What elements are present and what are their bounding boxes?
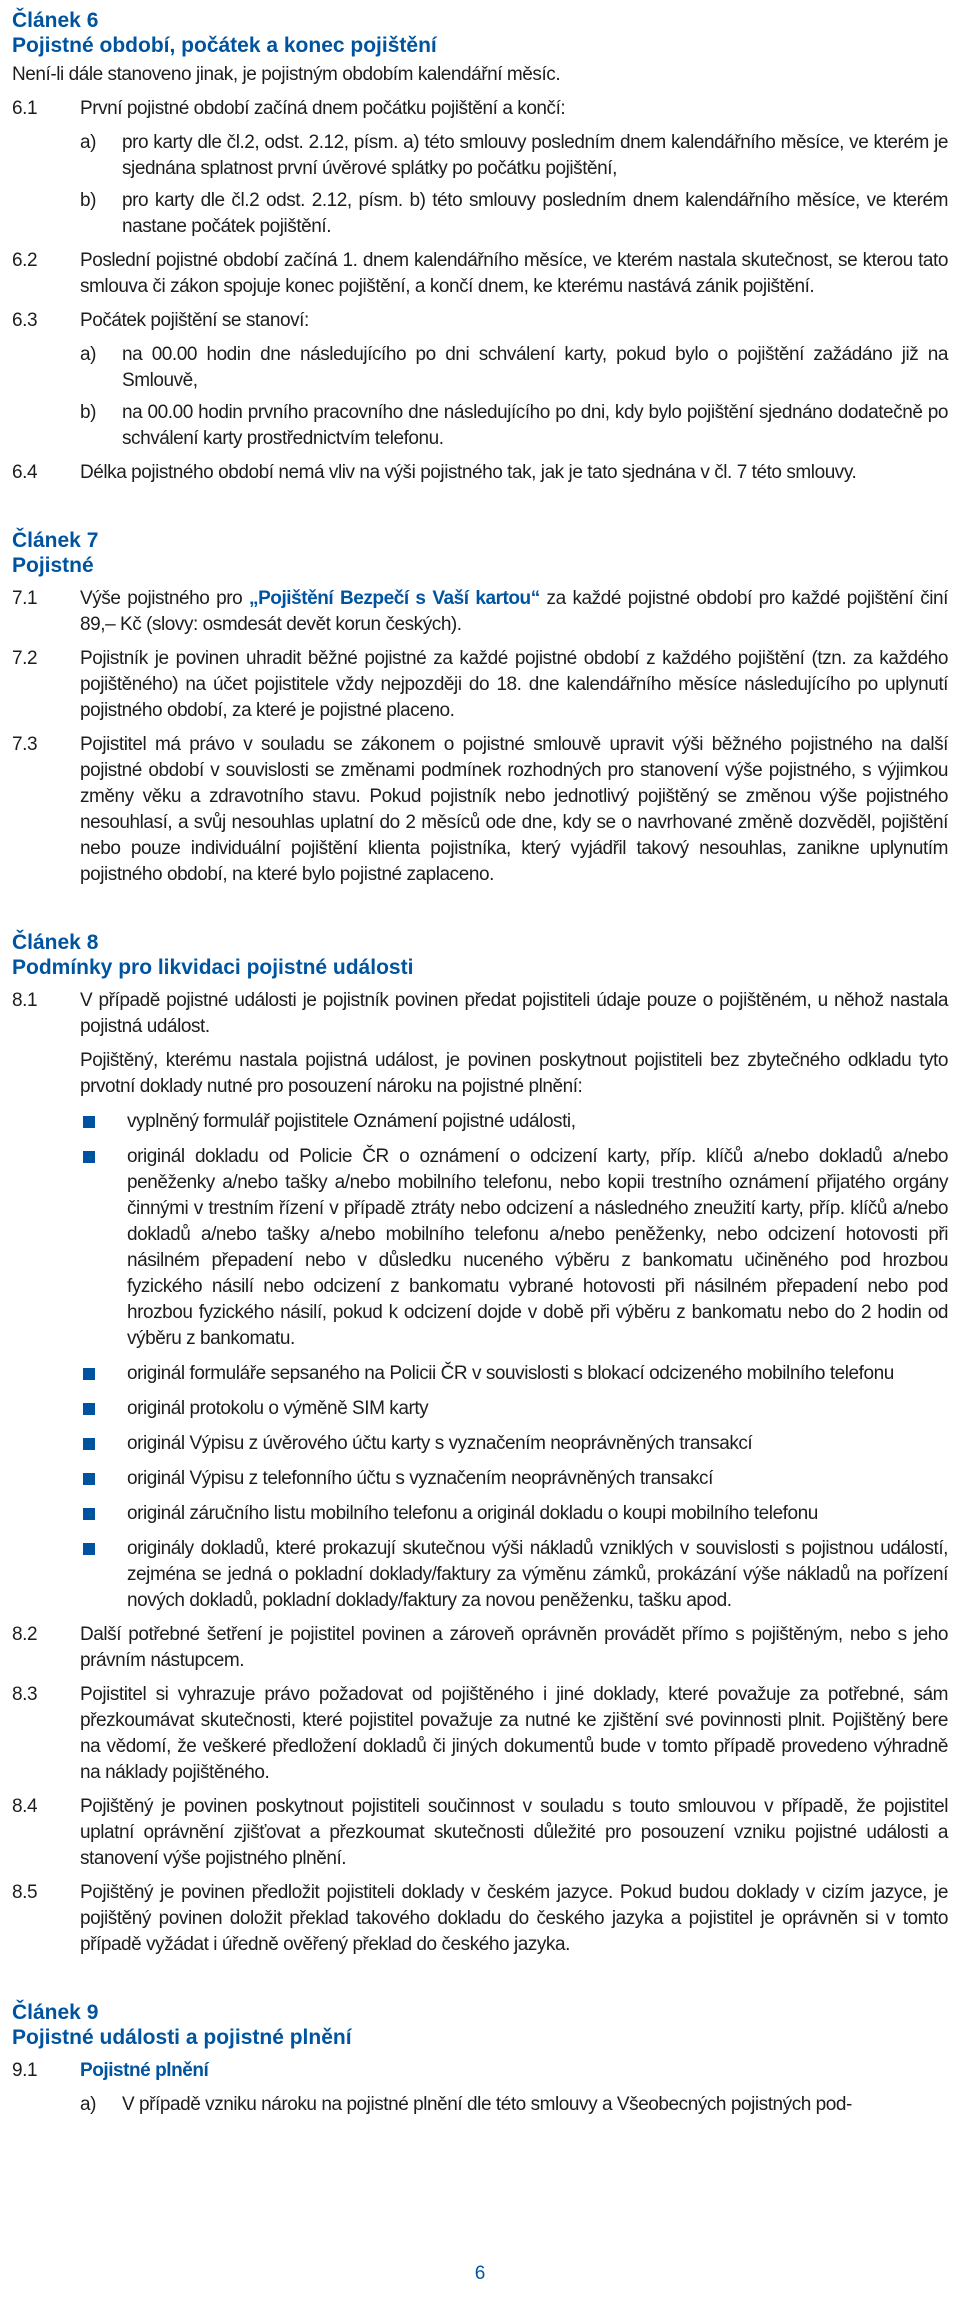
article-8-title: Článek 8 [12,931,99,954]
article-6-subtitle: Pojistné období, počátek a konec pojištění [12,34,437,57]
subclause-letter: a) [80,344,96,365]
clause-number: 6.4 [12,462,38,483]
clause-7-2 [12,646,948,724]
square-bullet-icon [83,1508,95,1520]
square-bullet-icon [83,1438,95,1450]
clause-text-post: za každé pojistné období pro každé pojištění činí 89,– Kč (slovy: osmdesát devět korun českých). [80,588,948,635]
clause-8-3 [12,1682,948,1786]
list-item [12,1361,948,1387]
clause-8-1 [12,988,948,1040]
clause-6-2 [12,248,948,300]
subclause-letter: b) [80,190,96,211]
subclause-text: V případě vzniku nároku na pojistné plnění dle této smlouvy a Všeobecných pojistných pod- [122,2094,852,2115]
clause-text: Délka pojistného období nemá vliv na výši pojistného tak, jak je tato sjednána v čl. 7 této smlouvy. [80,462,857,483]
clause-9-1 [12,2058,948,2084]
square-bullet-icon [83,1403,95,1415]
article-7-subtitle: Pojistné [12,554,94,577]
clause-number: 7.3 [12,734,38,755]
clause-6-1-b [12,188,948,240]
clause-6-3-a [12,342,948,394]
square-bullet-icon [83,1116,95,1128]
clause-number: 6.2 [12,250,38,271]
article-8-subtitle: Podmínky pro likvidaci pojistné události [12,956,414,979]
article-6-title: Článek 6 [12,9,99,32]
clause-heading: Pojistné plnění [80,2060,209,2081]
clause-number: 8.1 [12,990,38,1011]
document-page [12,8,948,2118]
clause-text: Pojistník je povinen uhradit běžné pojistné za každé pojistné období z každého pojištění (tzn. za každého pojištěného) na účet pojistitele vždy nejpozději do 18. dne kalendářního měsíce následujícího po uplynutí pojistného období, za které je pojistné placeno. [80,648,948,721]
list-item [12,1109,948,1135]
clause-9-1-a [12,2092,948,2118]
clause-number: 9.1 [12,2060,38,2081]
clause-text: Další potřebné šetření je pojistitel povinen a zároveň oprávněn provádět přímo s pojištěným, nebo s jeho právním nástupcem. [80,1624,948,1671]
list-item-text: originál Výpisu z úvěrového účtu karty s vyznačením neoprávněných transakcí [127,1433,753,1454]
clause-8-1-paragraph: Pojištěný, kterému nastala pojistná událost, je povinen poskytnout pojistiteli bez zbytečného odkladu tyto prvotní doklady nutné pro posouzení nároku na pojistné plnění: [80,1050,948,1097]
clause-text: Poslední pojistné období začíná 1. dnem kalendářního měsíce, ve kterém nastala skutečnost, se kterou tato smlouva či zákon spojuje konec pojištění, a končí dnem, ke kterému nastává zánik pojištění. [80,250,948,297]
clause-8-4 [12,1794,948,1872]
article-7-title: Článek 7 [12,529,99,552]
clause-text: Pojistitel si vyhrazuje právo požadovat od pojištěného i jiné doklady, které považuje za potřebné, sám přezkoumávat skutečnosti, které pojistitel považuje za nutné ke zjištění své povinnosti plnit. Pojištěný bere na vědomí, že veškeré předložení dokladů či jiných dokumentů bude v tomto případě provedeno výhradně na náklady pojištěného. [80,1684,948,1783]
clause-7-3 [12,732,948,888]
list-item [12,1536,948,1614]
clause-number: 8.2 [12,1624,38,1645]
clause-text: V případě pojistné události je pojistník povinen předat pojistiteli údaje pouze o pojištěném, u něhož nastala pojistná událost. [80,990,948,1037]
article-9-subtitle: Pojistné události a pojistné plnění [12,2026,352,2049]
clause-6-1-a [12,130,948,182]
list-item [12,1396,948,1422]
square-bullet-icon [83,1368,95,1380]
clause-number: 8.5 [12,1882,38,1903]
list-item [12,1144,948,1352]
clause-6-4 [12,460,948,486]
clause-text: Pojištěný je povinen předložit pojistiteli doklady v českém jazyce. Pokud budou doklady v cizím jazyce, je pojištěný povinen doložit překlad takového dokladu do českého jazyka a pojistitel je oprávněn si v tomto případě vyžádat i úředně ověřený překlad do českého jazyka. [80,1882,948,1955]
subclause-text: na 00.00 hodin dne následujícího po dni schválení karty, pokud bylo o pojištění zažádáno již na Smlouvě, [122,344,948,391]
subclause-text: na 00.00 hodin prvního pracovního dne následujícího po dni, kdy bylo pojištění sjednáno dodatečně po schválení karty prostřednictvím telefonu. [122,402,948,449]
article-9-title: Článek 9 [12,2001,99,2024]
list-item [12,1466,948,1492]
list-item-text: originály dokladů, které prokazují skutečnou výši nákladů vzniklých v souvislosti s pojistnou událostí, zejména se jedná o pokladní doklady/faktury za výměnu zámků, prokázání výše nákladů na pořízení nových dokladů, pokladní doklady/faktury za novou peněženku, tašku apod. [127,1538,948,1611]
list-item [12,1501,948,1527]
square-bullet-icon [83,1473,95,1485]
clause-text-pre: Výše pojistného pro [80,588,250,609]
list-item-text: originál dokladu od Policie ČR o oznámení o odcizení karty, příp. klíčů a/nebo dokladů a/nebo peněženky a/nebo tašky a/nebo mobilního telefonu, nebo kopii trestního oznámení přijatého orgány činnými v trestním řízení v případě ztráty nebo odcizení a následného zneužití karty, příp. klíčů a/nebo dokladů a/nebo tašky a/nebo mobilního telefonu a/nebo peněženky, nebo odcizení hotovosti při násilném přepadení nebo v důsledku nuceného výběru z bankomatu učiněného pod hrozbou fyzického násilí nebo odcizení z bankomatu vybrané hotovosti při násilném přepadení nebo pod hrozbou fyzického násilí, pokud k odcizení dojde v době při výběru z bankomatu nebo do 2 hodin od výběru z bankomatu. [127,1146,948,1349]
list-item [12,1431,948,1457]
subclause-letter: a) [80,2094,96,2115]
clause-number: 6.3 [12,310,38,331]
clause-text: Počátek pojištění se stanoví: [80,310,309,331]
clause-8-2 [12,1622,948,1674]
square-bullet-icon [83,1151,95,1163]
clause-number: 8.3 [12,1684,38,1705]
clause-number: 7.1 [12,588,38,609]
clause-6-3 [12,308,948,334]
list-item-text: originál Výpisu z telefonního účtu s vyznačením neoprávněných transakcí [127,1468,713,1489]
list-item-text: originál protokolu o výměně SIM karty [127,1398,429,1419]
article-6-intro: Není-li dále stanoveno jinak, je pojistným obdobím kalendářní měsíc. [12,64,561,85]
required-documents-list [12,1109,948,1614]
square-bullet-icon [83,1543,95,1555]
clause-text: První pojistné období začíná dnem počátku pojištění a končí: [80,98,566,119]
page-number: 6 [474,2263,486,2284]
clause-number: 6.1 [12,98,38,119]
subclause-letter: a) [80,132,96,153]
list-item-text: vyplněný formulář pojistitele Oznámení pojistné události, [127,1111,576,1132]
product-name: „Pojištění Bezpečí s Vaší kartou“ [249,588,540,609]
clause-number: 8.4 [12,1796,38,1817]
list-item-text: originál formuláře sepsaného na Policii ČR v souvislosti s blokací odcizeného mobilního telefonu [127,1363,894,1384]
subclause-text: pro karty dle čl.2, odst. 2.12, písm. a) této smlouvy posledním dnem kalendářního měsíce, ve kterém je sjednána splatnost první úvěrové splátky po počátku pojištění, [122,132,948,179]
subclause-text: pro karty dle čl.2 odst. 2.12, písm. b) této smlouvy posledním dnem kalendářního měsíce, ve kterém nastane počátek pojištění. [122,190,948,237]
clause-6-3-b [12,400,948,452]
clause-7-1 [12,586,948,638]
clause-6-1 [12,96,948,122]
clause-text: Pojištěný je povinen poskytnout pojistiteli součinnost v souladu s touto smlouvou v případě, že pojistitel uplatní oprávnění zjišťovat a přezkoumat skutečnosti důležité pro posouzení vzniku pojistné události a stanovení výše pojistného plnění. [80,1796,948,1869]
clause-8-5 [12,1880,948,1958]
subclause-letter: b) [80,402,96,423]
clause-number: 7.2 [12,648,38,669]
list-item-text: originál záručního listu mobilního telefonu a originál dokladu o koupi mobilního telefonu [127,1503,818,1524]
clause-text: Pojistitel má právo v souladu se zákonem o pojistné smlouvě upravit výši běžného pojistného na další pojistné období v souvislosti se změnami podmínek rozhodných pro stanovení výše pojistného, s výjimkou změny věku a zdravotního stavu. Pokud pojistník nebo jednotlivý pojištěný se změnou výše pojistného nesouhlasí, a svůj nesouhlas uplatní do 2 měsíců ode dne, kdy se o navrhované změně dozvěděl, pojištění nebo pouze individuální pojištění klienta pojistníka, který vyjádřil takový nesouhlas, zanikne uplynutím pojistného období, na které bylo pojistné zaplaceno. [80,734,948,885]
